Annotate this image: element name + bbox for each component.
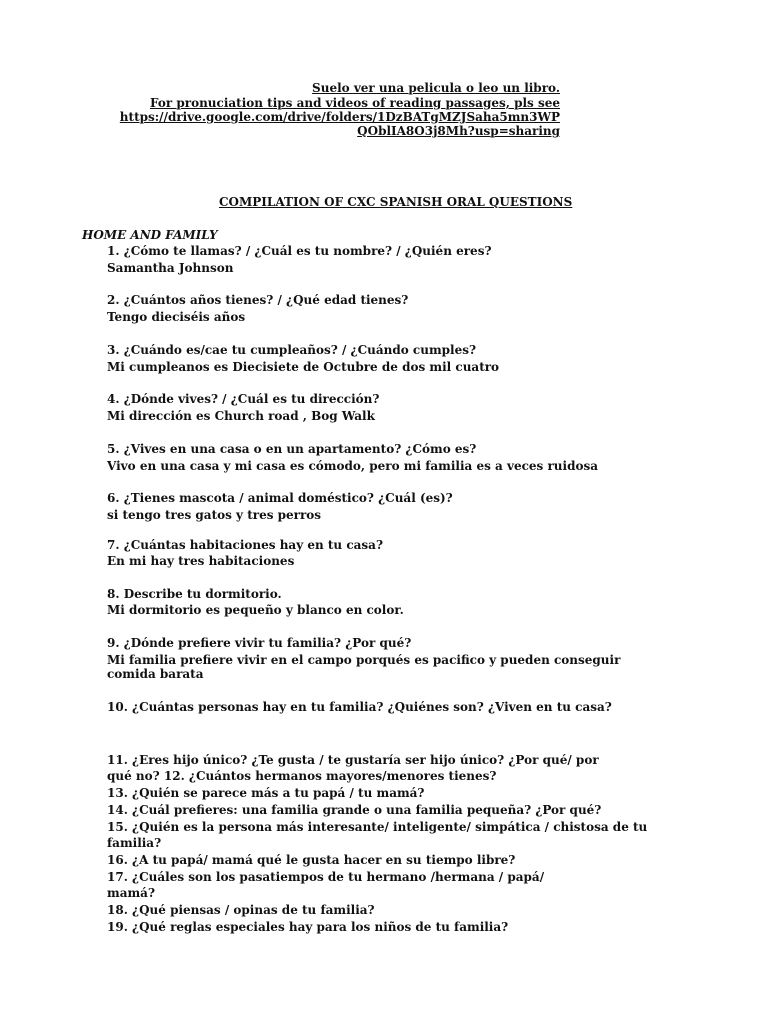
list-line-3: 13. ¿Quién se parece más a tu papá / tu mamá? — [107, 786, 425, 800]
question-2: 2. ¿Cuántos años tienes? / ¿Qué edad tienes? — [107, 293, 409, 307]
answer-1: Samantha Johnson — [107, 261, 234, 275]
question-1: 1. ¿Cómo te llamas? / ¿Cuál es tu nombre? / ¿Quién eres? — [107, 244, 492, 258]
question-8: 8. Describe tu dormitorio. — [107, 587, 282, 601]
answer-8: Mi dormitorio es pequeño y blanco en color. — [107, 603, 404, 617]
answer-4: Mi dirección es Church road , Bog Walk — [107, 409, 375, 423]
list-line-1: 11. ¿Eres hijo único? ¿Te gusta / te gustaría ser hijo único? ¿Por qué/ por — [107, 753, 599, 767]
list-line-5: 15. ¿Quién es la persona más interesante/ inteligente/ simpática / chistosa de tu — [107, 820, 648, 834]
drive-link-line-1[interactable]: https://drive.google.com/drive/folders/1DzBATgMZJSaha5mn3WP — [119, 110, 560, 124]
list-line-9: mamá? — [107, 886, 155, 900]
answer-9-line-2: comida barata — [107, 667, 204, 681]
document-title: COMPILATION OF CXC SPANISH ORAL QUESTIONS — [219, 195, 573, 209]
answer-2: Tengo dieciséis años — [107, 310, 246, 324]
question-6: 6. ¿Tienes mascota / animal doméstico? ¿Cuál (es)? — [107, 491, 453, 505]
list-line-7: 16. ¿A tu papá/ mamá qué le gusta hacer en su tiempo libre? — [107, 853, 516, 867]
section-heading: HOME AND FAMILY — [82, 228, 218, 242]
list-line-2: qué no? 12. ¿Cuántos hermanos mayores/menores tienes? — [107, 769, 497, 783]
question-3: 3. ¿Cuándo es/cae tu cumpleaños? / ¿Cuándo cumples? — [107, 343, 477, 357]
list-line-11: 19. ¿Qué reglas especiales hay para los niños de tu familia? — [107, 920, 509, 934]
header-line-1: Suelo ver una pelicula o leo un libro. — [312, 81, 560, 95]
list-line-6: familia? — [107, 836, 162, 850]
question-7: 7. ¿Cuántas habitaciones hay en tu casa? — [107, 538, 383, 552]
question-9: 9. ¿Dónde prefiere vivir tu familia? ¿Por qué? — [107, 636, 412, 650]
list-line-10: 18. ¿Qué piensas / opinas de tu familia? — [107, 903, 375, 917]
answer-3: Mi cumpleanos es Diecisiete de Octubre de dos mil cuatro — [107, 360, 500, 374]
list-line-4: 14. ¿Cuál prefieres: una familia grande o una familia pequeña? ¿Por qué? — [107, 803, 602, 817]
question-5: 5. ¿Vives en una casa o en un apartamento? ¿Cómo es? — [107, 442, 477, 456]
answer-6: si tengo tres gatos y tres perros — [107, 508, 322, 522]
answer-7: En mi hay tres habitaciones — [107, 554, 295, 568]
answer-9-line-1: Mi familia prefiere vivir en el campo porqués es pacifico y pueden conseguir — [107, 653, 621, 667]
question-4: 4. ¿Dónde vives? / ¿Cuál es tu dirección? — [107, 392, 380, 406]
list-line-8: 17. ¿Cuáles son los pasatiempos de tu hermano /hermana / papá/ — [107, 870, 545, 884]
drive-link-line-2[interactable]: QOblIA8O3j8Mh?usp=sharing — [357, 124, 560, 138]
question-10: 10. ¿Cuántas personas hay en tu familia? ¿Quiénes son? ¿Viven en tu casa? — [107, 700, 612, 714]
header-line-2: For pronuciation tips and videos of reading passages, pls see — [150, 96, 560, 110]
answer-5: Vivo en una casa y mi casa es cómodo, pero mi familia es a veces ruidosa — [107, 459, 599, 473]
